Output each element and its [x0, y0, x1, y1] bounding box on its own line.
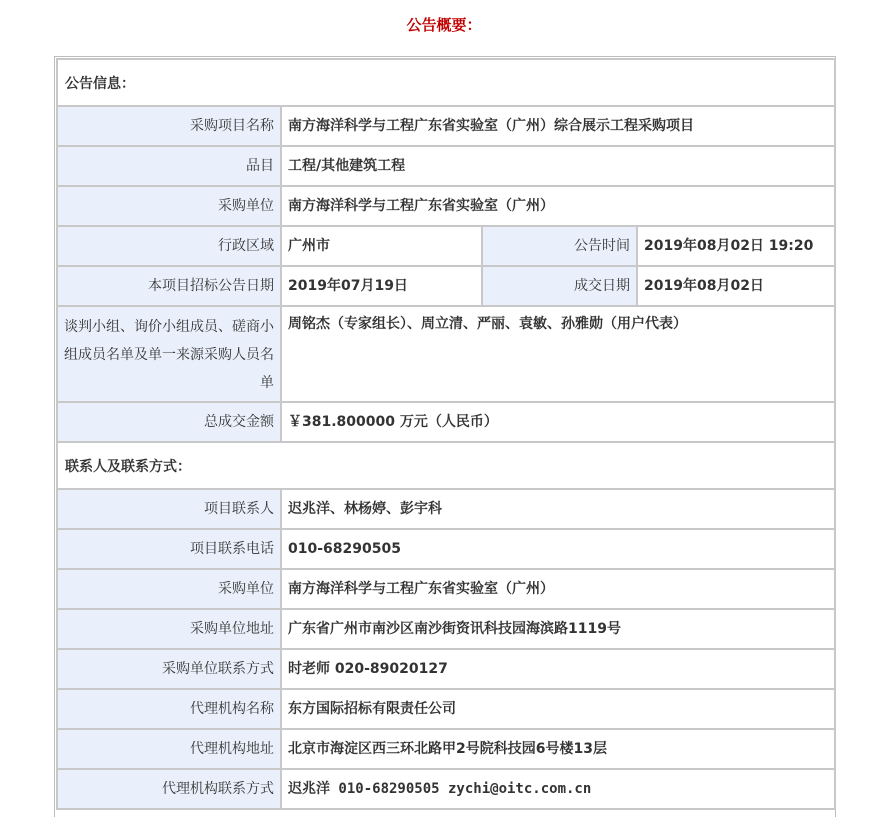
project-contact-label: 项目联系人: [57, 489, 281, 529]
table-row: [57, 569, 835, 609]
region-value: 广州市: [281, 226, 482, 266]
agency-contact-label: 代理机构联系方式: [57, 769, 281, 809]
project-contact-value: 迟兆洋、林杨婷、彭宇科: [281, 489, 835, 529]
project-name-value: 南方海洋科学与工程广东省实验室（广州）综合展示工程采购项目: [281, 106, 835, 146]
purchaser-label: 采购单位: [57, 186, 281, 226]
table-row: [57, 146, 835, 186]
table-row: [57, 306, 835, 402]
deal-date-value: 2019年08月02日: [637, 266, 835, 306]
table-row: [57, 609, 835, 649]
project-phone-value: 010-68290505: [281, 529, 835, 569]
category-label: 品目: [57, 146, 281, 186]
purchaser-contact-value: 时老师 020-89020127: [281, 649, 835, 689]
table-row: [57, 402, 835, 442]
region-label: 行政区域: [57, 226, 281, 266]
deal-date-label: 成交日期: [482, 266, 637, 306]
table-row: [57, 266, 835, 306]
agency-address-value: 北京市海淀区西三环北路甲2号院科技园6号楼13层: [281, 729, 835, 769]
total-amount-label: 总成交金额: [57, 402, 281, 442]
summary-panel: [54, 56, 836, 817]
table-row: [57, 226, 835, 266]
total-amount-value: ￥381.800000 万元（人民币）: [281, 402, 835, 442]
section-row-contacts: [57, 442, 835, 489]
category-value: 工程/其他建筑工程: [281, 146, 835, 186]
table-row: [57, 649, 835, 689]
announce-time-value: 2019年08月02日 19:20: [637, 226, 835, 266]
agency-name-label: 代理机构名称: [57, 689, 281, 729]
contact-purchaser-value: 南方海洋科学与工程广东省实验室（广州）: [281, 569, 835, 609]
agency-name-value: 东方国际招标有限责任公司: [281, 689, 835, 729]
section-heading-contacts: 联系人及联系方式：: [57, 442, 835, 489]
table-row: [57, 529, 835, 569]
table-row: [57, 689, 835, 729]
agency-address-label: 代理机构地址: [57, 729, 281, 769]
summary-table: [56, 58, 836, 810]
table-row: [57, 106, 835, 146]
tender-date-label: 本项目招标公告日期: [57, 266, 281, 306]
section-row-announcement: [57, 59, 835, 106]
tender-date-value: 2019年07月19日: [281, 266, 482, 306]
table-row: [57, 769, 835, 809]
purchaser-contact-label: 采购单位联系方式: [57, 649, 281, 689]
purchaser-value: 南方海洋科学与工程广东省实验室（广州）: [281, 186, 835, 226]
table-row: [57, 489, 835, 529]
panel-members-label: 谈判小组、询价小组成员、磋商小组成员名单及单一来源采购人员名单: [57, 306, 281, 402]
panel-members-value: 周铭杰（专家组长）、周立清、严丽、袁敏、孙雅勋（用户代表）: [281, 306, 835, 402]
section-heading-announcement: 公告信息：: [57, 59, 835, 106]
contact-purchaser-label: 采购单位: [57, 569, 281, 609]
page-title: 公告概要：: [406, 16, 482, 34]
table-row: [57, 186, 835, 226]
purchaser-address-value: 广东省广州市南沙区南沙街资讯科技园海滨路1119号: [281, 609, 835, 649]
purchaser-address-label: 采购单位地址: [57, 609, 281, 649]
table-row: [57, 729, 835, 769]
agency-contact-value: 迟兆洋 010-68290505 zychi@oitc.com.cn: [281, 769, 835, 809]
project-name-label: 采购项目名称: [57, 106, 281, 146]
project-phone-label: 项目联系电话: [57, 529, 281, 569]
announce-time-label: 公告时间: [482, 226, 637, 266]
